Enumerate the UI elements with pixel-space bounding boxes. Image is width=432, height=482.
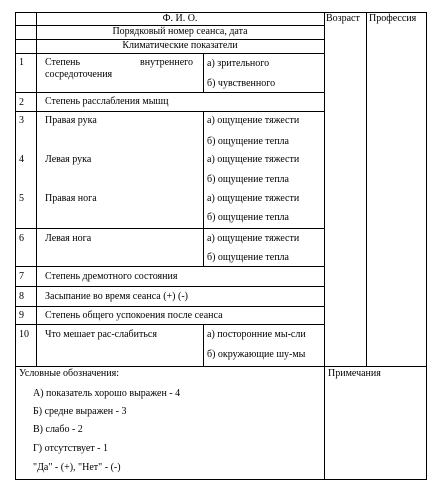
row-number: 1: [19, 57, 24, 68]
rule-age-col: [324, 12, 325, 480]
row-option: а) ощущение тяжести: [207, 154, 300, 165]
row-number: 2: [19, 97, 24, 108]
border-right: [426, 12, 427, 480]
rule-row6: [15, 266, 325, 267]
row-label: Правая нога: [45, 193, 97, 204]
row-label: Что мешает рас-слабиться: [45, 329, 157, 340]
row-label: Степень: [45, 57, 81, 68]
header-session: Порядковый номер сеанса, дата: [112, 26, 248, 37]
row-number: 3: [19, 115, 24, 126]
row-option: б) ощущение тепла: [207, 174, 289, 185]
row-label: Правая рука: [45, 115, 97, 126]
row-number: 7: [19, 271, 24, 282]
rule-row1: [15, 92, 325, 93]
rule-row9: [15, 324, 325, 325]
rule-options-bottom: [203, 324, 204, 367]
row-label: Степень общего успокоения после сеанса: [45, 310, 223, 321]
row-option: а) ощущение тяжести: [207, 193, 300, 204]
row-option: а) ощущение тяжести: [207, 233, 300, 244]
row-label: внутреннего: [140, 57, 193, 68]
row-option: б) ощущение тепла: [207, 136, 289, 147]
row-number: 9: [19, 310, 24, 321]
row-label: сосредоточения: [45, 69, 113, 80]
row-number: 5: [19, 193, 24, 204]
row-option: а) посторонние мы-сли: [207, 329, 306, 340]
header-age: Возраст: [326, 13, 360, 24]
rule-number-col: [36, 12, 37, 367]
legend-item: "Да" - (+), "Нет" - (-): [33, 462, 121, 473]
rule-row5: [15, 228, 325, 229]
notes-heading: Примечания: [328, 368, 381, 379]
rule-climate: [15, 53, 325, 54]
border-left: [15, 12, 16, 480]
row-label: Левая рука: [45, 154, 92, 165]
legend-item: Г) отсутствует - 1: [33, 443, 108, 454]
legend-title: Условные обозначения:: [19, 368, 120, 379]
rule-row2: [15, 111, 325, 112]
rule-row7: [15, 286, 325, 287]
border-bottom: [15, 479, 427, 480]
row-option: а) ощущение тяжести: [207, 115, 300, 126]
row-number: 6: [19, 233, 24, 244]
legend-item: Б) средне выражен - 3: [33, 406, 127, 417]
row-number: 4: [19, 154, 24, 165]
row-option: б) ощущение тепла: [207, 212, 289, 223]
row-number: 10: [19, 329, 29, 340]
row-number: 8: [19, 291, 24, 302]
row-label: Левая нога: [45, 233, 92, 244]
legend-item: В) слабо - 2: [33, 424, 83, 435]
row-option: а) зрительного: [207, 58, 270, 69]
row-option: б) окружающие шу-мы: [207, 349, 306, 360]
header-profession: Профессия: [369, 13, 417, 24]
rule-options-mid: [203, 111, 204, 267]
row-label: Степень расслабления мышц: [45, 96, 169, 107]
row-option: б) чувственного: [207, 78, 276, 89]
row-label: Засыпание во время сеанса (+) (-): [45, 291, 188, 302]
header-climate: Климатические показатели: [122, 40, 238, 51]
row-option: б) ощущение тепла: [207, 252, 289, 263]
rule-options-top: [203, 53, 204, 93]
row-label: Степень дремотного состояния: [45, 271, 178, 282]
header-fio: Ф. И. О.: [162, 13, 198, 24]
legend-item: А) показатель хорошо выражен - 4: [33, 388, 181, 399]
rule-profession-col: [366, 12, 367, 367]
rule-row8: [15, 306, 325, 307]
